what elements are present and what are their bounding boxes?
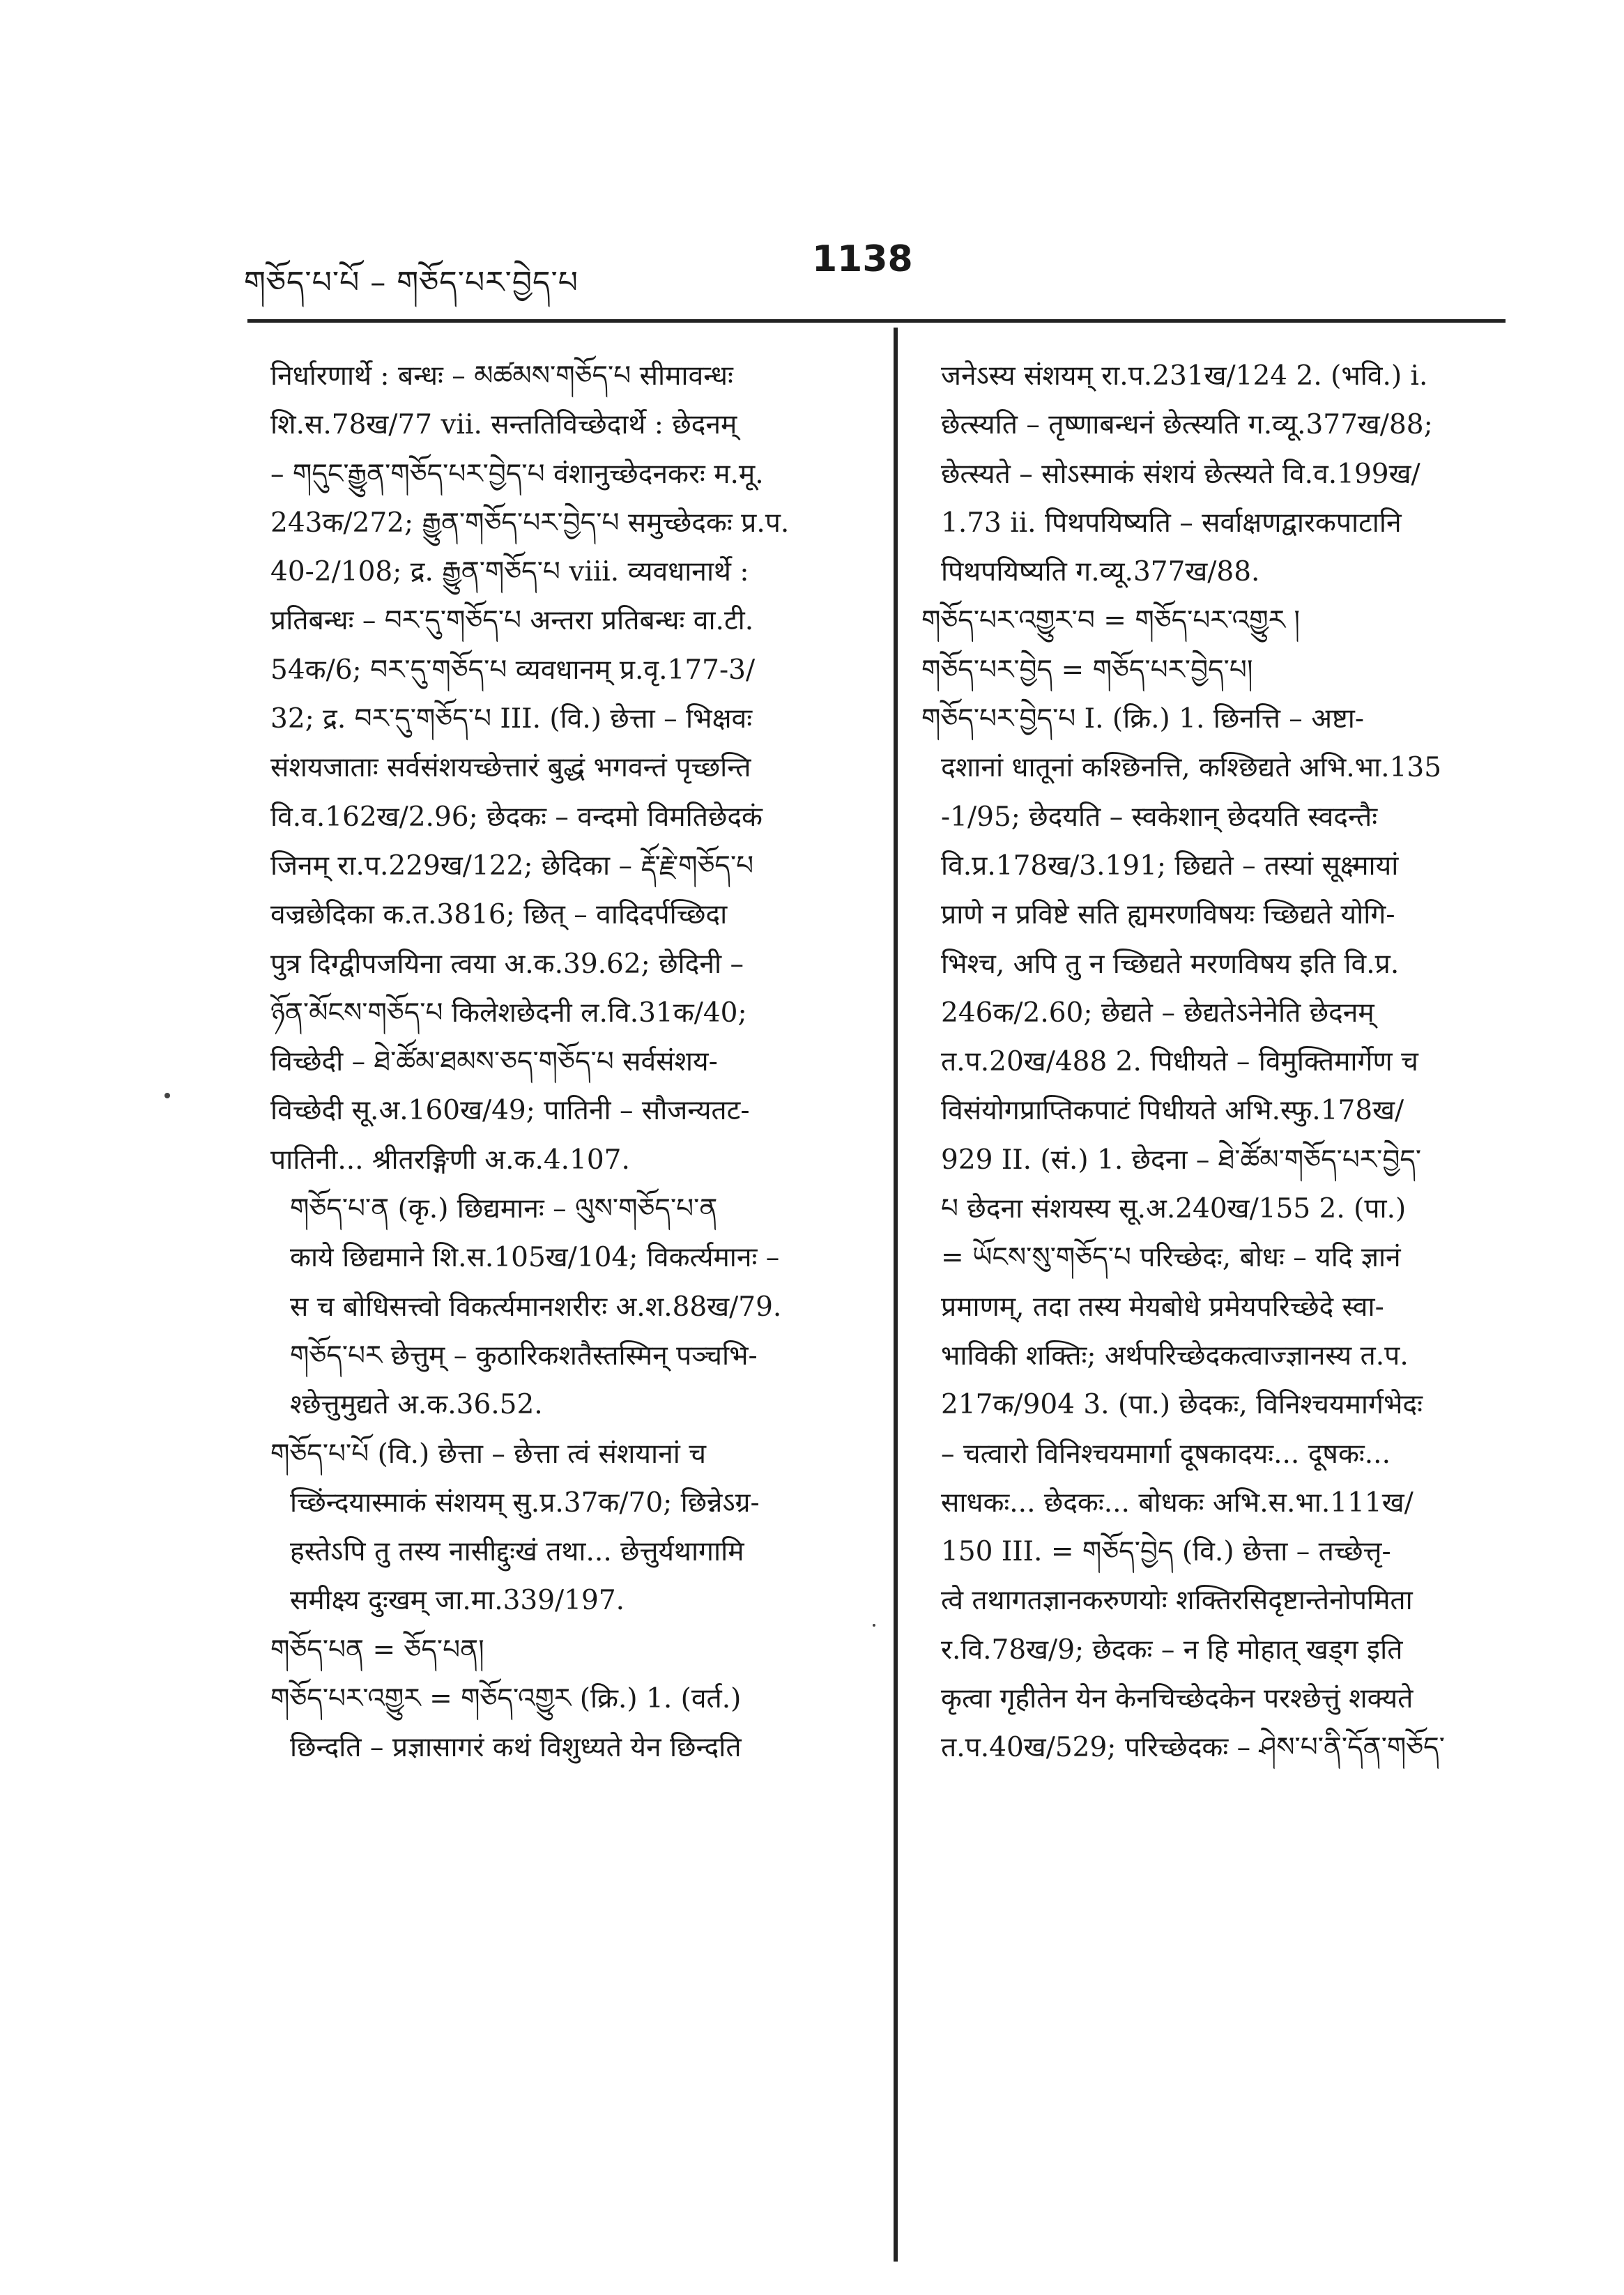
entry-line: 32; द्र. བར་དུ་གཅོད་པ III. (वि.) छेत्ता – भिक्षवः: [270, 703, 753, 735]
entry-line: གཅོད་པ་པོ (वि.) छेत्ता – छेत्ता त्वं संशयानां च: [270, 1438, 707, 1470]
entry-line: གཅོད་པར छेत्तुम् – कुठारिकशतैस्तस्मिन् पञ्चभि-: [290, 1340, 758, 1372]
right-column: [921, 352, 1521, 1773]
entry-line: पिथपयिष्यति ग.व्यू.377ख/88.: [941, 556, 1260, 588]
entry-line: त.प.40ख/529; परिच्छेदकः – ཤེས་པ་ནི་དོན་གཅོད་: [941, 1732, 1445, 1764]
entry-line: निर्धारणार्थे : बन्धः – མཚམས་གཅོད་པ सीमावन्धः: [270, 360, 733, 392]
entry-line: – चत्वारो विनिश्चयमार्गा दूषकादयः... दूषकः...: [941, 1438, 1391, 1470]
entry-line: संशयजाताः सर्वसंशयच्छेत्तारं बुद्धं भगवन्तं पृच्छन्ति: [270, 752, 751, 784]
entry-line: विच्छेदी सू.अ.160ख/49; पातिनी – सौजन्यतट-: [270, 1095, 750, 1127]
entry-line: གཅོད་པར་བྱེད = གཅོད་པར་བྱེད་པ།: [921, 654, 1253, 686]
header-rule: [247, 319, 1506, 323]
entry-line: छेत्स्यति – तृष्णाबन्धनं छेत्स्यति ग.व्यू.377ख/88;: [941, 409, 1433, 441]
entry-line: छेत्स्यते – सोऽस्माकं संशयं छेत्स्यते वि.व.199ख/: [941, 458, 1420, 490]
entry-line: 150 III. = གཅོད་བྱེད (वि.) छेत्ता – तच्छेत्तृ-: [941, 1536, 1391, 1568]
entry-line: भाविकी शक्तिः; अर्थपरिच्छेदकत्वाज्ज्ञानस्य त.प.: [941, 1340, 1409, 1372]
entry-line: साधकः... छेदकः... बोधकः अभि.स.भा.111ख/: [941, 1487, 1414, 1519]
entry-line: 40-2/108; द्र. རྒྱུན་གཅོད་པ viii. व्यवधानार्थे :: [270, 556, 749, 588]
entry-line: 243क/272; རྒྱུན་གཅོད་པར་བྱེད་པ समुच्छेदकः प्र.प.: [270, 507, 790, 539]
entry-line: 217क/904 3. (पा.) छेदकः, विनिश्चयमार्गभेदः: [941, 1389, 1423, 1421]
entry-line: त्वे तथागतज्ञानकरुणयोः शक्तिरसिदृष्टान्तेनोपमिता: [941, 1585, 1413, 1617]
entry-line: कृत्वा गृहीतेन येन केनचिच्छेदकेन परश्छेत्तुं शक्यते: [941, 1683, 1414, 1715]
entry-line: – གདུང་རྒྱུན་གཅོད་པར་བྱེད་པ वंशानुच्छेदनकरः म.मू.: [270, 458, 764, 490]
entry-line: छिन्दति – प्रज्ञासागरं कथं विशुध्यते येन छिन्दति: [290, 1732, 742, 1764]
column-divider: [894, 328, 898, 2262]
entry-line: विच्छेदी – ཐེ་ཚོམ་ཐམས་ཅད་གཅོད་པ सर्वसंशय-: [270, 1046, 718, 1078]
scan-speck: [164, 1093, 170, 1098]
entry-line: श्छेत्तुमुद्यते अ.क.36.52.: [290, 1389, 543, 1421]
page-number: 1138: [812, 238, 913, 280]
entry-line: स च बोधिसत्त्वो विकर्त्यमानशरीरः अ.श.88ख/79.: [290, 1291, 782, 1323]
entry-line: वज्रछेदिका क.त.3816; छित् – वादिदर्पच्छिदा: [270, 899, 728, 931]
entry-line: च्छिंन्दयास्माकं संशयम् सु.प्र.37क/70; छिन्नेऽग्र-: [290, 1487, 760, 1519]
entry-line: पुत्र दिग्द्वीपजयिना त्वया अ.क.39.62; छेदिनी –: [270, 948, 744, 980]
entry-line: གཅོད་པར་འགྱུར = གཅོད་འགྱུར (क्रि.) 1. (वर्त.): [270, 1683, 742, 1715]
entry-line: 246क/2.60; छेद्यते – छेद्यतेऽनेनेति छेदनम्: [941, 997, 1374, 1029]
entry-line: दशानां धातूनां कश्छिनत्ति, कश्छिद्यते अभि.भा.135: [941, 752, 1442, 784]
entry-line: 929 II. (सं.) 1. छेदना – ཐེ་ཚོམ་གཅོད་པར་བྱེད་: [941, 1144, 1422, 1176]
scan-speck: [873, 1624, 875, 1627]
entry-line: प्रतिबन्धः – བར་དུ་གཅོད་པ अन्तरा प्रतिबन्धः वा.टी.: [270, 605, 754, 637]
entry-line: विसंयोगप्राप्तिकपाटं पिधीयते अभि.स्फु.178ख/: [941, 1095, 1404, 1127]
entry-line: 54क/6; བར་དུ་གཅོད་པ व्यवधानम् प्र.वृ.177-3/: [270, 654, 756, 686]
entry-line: གཅོད་པར་བྱེད་པ I. (क्रि.) 1. छिनत्ति – अष्टा-: [921, 703, 1365, 735]
entry-line: གཅོད་པར་འགྱུར་བ = གཅོད་པར་འགྱུར །: [921, 605, 1301, 637]
header-headword-range: གཅོད་པ་པོ – གཅོད་པར་བྱེད་པ: [244, 265, 579, 300]
entry-line: གཅོད་པ་ན (कृ.) छिद्यमानः – ལུས་གཅོད་པ་ན: [290, 1193, 718, 1225]
entry-line: काये छिद्यमाने शि.स.105ख/104; विकर्त्यमानः –: [290, 1242, 780, 1274]
entry-line: त.प.20ख/488 2. पिधीयते – विमुक्तिमार्गेण च: [941, 1046, 1418, 1078]
entry-line: जनेऽस्य संशयम् रा.प.231ख/124 2. (भवि.) i.: [941, 360, 1428, 392]
entry-line: प्रमाणम्, तदा तस्य मेयबोधे प्रमेयपरिच्छेदे स्वा-: [941, 1291, 1384, 1323]
entry-line: र.वि.78ख/9; छेदकः – न हि मोहात् खड्ग इति: [941, 1634, 1403, 1666]
entry-line: གཅོད་པན = ཅོད་པན།: [270, 1634, 484, 1666]
entry-line: जिनम् रा.प.229ख/122; छेदिका – རྡོ་རྗེ་གཅོད་པ: [270, 850, 754, 882]
entry-line: = ཡོངས་སུ་གཅོད་པ परिच्छेदः, बोधः – यदि ज्ञानं: [941, 1242, 1401, 1274]
entry-line: -1/95; छेदयति – स्वकेशान् छेदयति स्वदन्तैः: [941, 801, 1378, 833]
entry-line: पातिनी... श्रीतरङ्गिणी अ.क.4.107.: [270, 1144, 630, 1176]
entry-line: समीक्ष्य दुःखम् जा.मा.339/197.: [290, 1585, 625, 1617]
entry-line: प्राणे न प्रविष्टे सति ह्यमरणविषयः च्छिद्यते योगि-: [941, 899, 1395, 931]
left-column: [270, 352, 856, 1773]
entry-line: པ छेदना संशयस्य सू.अ.240ख/155 2. (पा.): [941, 1193, 1407, 1225]
entry-line: शि.स.78ख/77 vii. सन्ततिविच्छेदार्थे : छेदनम्: [270, 409, 737, 441]
entry-line: ཉོན་མོངས་གཅོད་པ किलेशछेदनी ल.वि.31क/40;: [270, 997, 747, 1029]
entry-line: वि.प्र.178ख/3.191; छिद्यते – तस्यां सूक्ष्मायां: [941, 850, 1399, 882]
entry-line: हस्तेऽपि तु तस्य नासीद्दुःखं तथा... छेत्तुर्यथागामि: [290, 1536, 744, 1568]
entry-line: वि.व.162ख/2.96; छेदकः – वन्दमो विमतिछेदकं: [270, 801, 763, 833]
entry-line: भिश्च, अपि तु न च्छिद्यते मरणविषय इति वि.प्र.: [941, 948, 1400, 980]
entry-line: 1.73 ii. पिथपयिष्यति – सर्वाक्षणद्वारकपाटानि: [941, 507, 1402, 539]
